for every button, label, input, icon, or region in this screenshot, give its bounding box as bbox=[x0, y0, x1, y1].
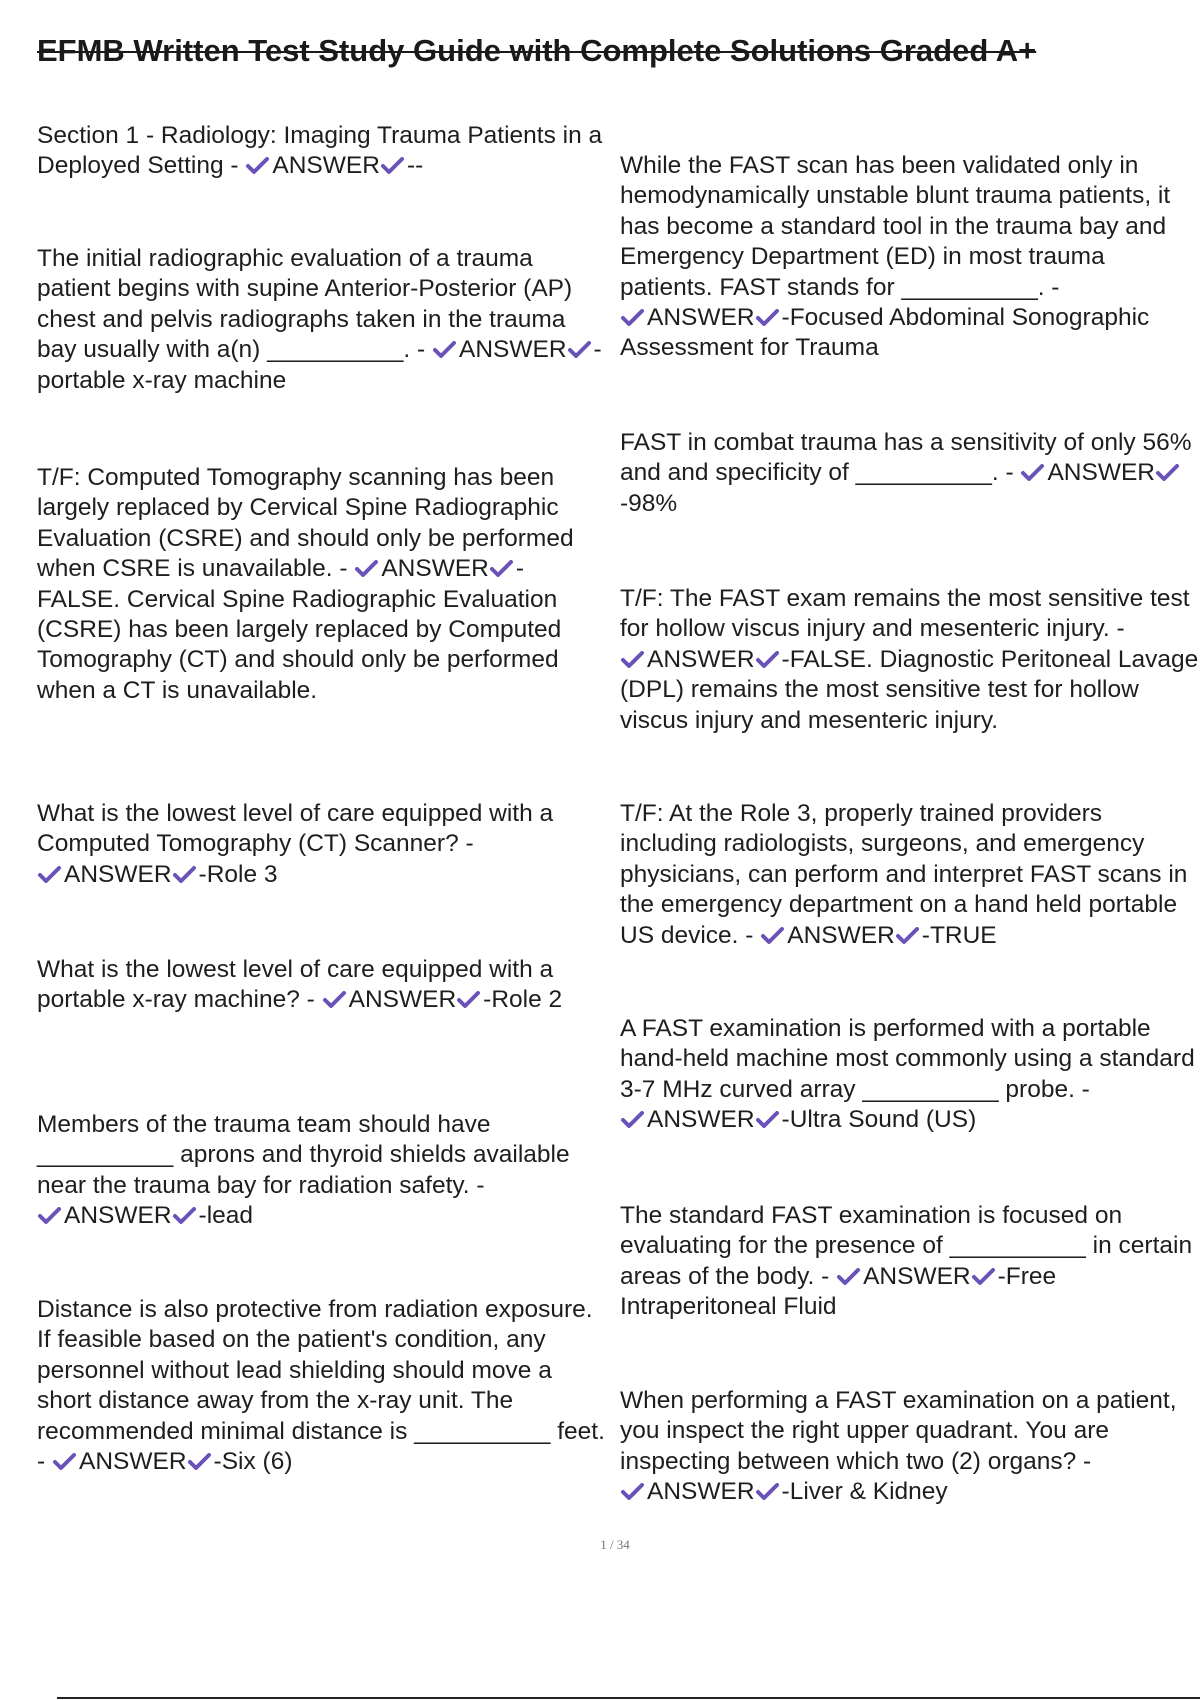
qa-item bbox=[37, 244, 607, 396]
question-text: What is the lowest level of care equipped with a Computed Tomography (CT) Scanner? - bbox=[37, 800, 554, 858]
check-icon bbox=[620, 1111, 645, 1129]
qa-item bbox=[620, 799, 1200, 951]
answer-label: ANSWER bbox=[647, 304, 755, 332]
check-icon bbox=[354, 560, 379, 578]
check-icon bbox=[489, 560, 514, 578]
qa-item bbox=[37, 1295, 607, 1477]
qa-item bbox=[37, 463, 607, 706]
question-text: The standard FAST examination is focused on evaluating for the presence of __________ in certain areas of the body. - bbox=[620, 1202, 1193, 1290]
check-icon bbox=[380, 157, 405, 175]
check-icon bbox=[836, 1268, 861, 1286]
answer-label: ANSWER bbox=[458, 336, 567, 364]
check-icon bbox=[620, 309, 645, 327]
question-text: T/F: The FAST exam remains the most sensitive test for hollow viscus injury and mesenteric injury. - bbox=[620, 585, 1190, 643]
question-text: FAST in combat trauma has a sensitivity of only 56% and and specificity of __________. - bbox=[620, 429, 1192, 487]
answer-label: ANSWER bbox=[1047, 459, 1155, 487]
qa-item bbox=[37, 121, 607, 182]
question-text: T/F: Computed Tomography scanning has been largely replaced by Cervical Spine Radiographic Evaluation (CSRE) and should only be performed when CSRE is unavailable. - bbox=[37, 464, 574, 583]
answer-label: ANSWER bbox=[381, 555, 489, 583]
check-icon bbox=[1020, 464, 1045, 482]
check-icon bbox=[432, 341, 457, 359]
check-icon bbox=[755, 1483, 780, 1501]
check-icon bbox=[187, 1453, 212, 1471]
answer-text: -Focused Abdominal Sonographic Assessment for Trauma bbox=[620, 304, 1150, 362]
question-text: T/F: At the Role 3, properly trained providers including radiologists, surgeons, and emergency physicians, can perform and interpret FAST scans in the emergency department on a hand held portable US device. - bbox=[620, 800, 1188, 949]
document-title: EFMB Written Test Study Guide with Complete Solutions Graded A+ bbox=[37, 33, 1037, 68]
answer-text: -FALSE. Cervical Spine Radiographic Evaluation (CSRE) has been largely replaced by Computed Tomography (CT) and should only be performed when a CT is unavailable. bbox=[37, 555, 562, 704]
answer-label: ANSWER bbox=[647, 1478, 755, 1506]
check-icon bbox=[52, 1453, 77, 1471]
qa-item bbox=[620, 151, 1200, 364]
answer-label: ANSWER bbox=[78, 1448, 187, 1476]
check-icon bbox=[895, 927, 920, 945]
check-icon bbox=[37, 866, 62, 884]
question-text: What is the lowest level of care equipped with a portable x-ray machine? - bbox=[37, 956, 554, 1014]
check-icon bbox=[755, 309, 780, 327]
question-text: Members of the trauma team should have __________ aprons and thyroid shields available near the trauma bay for radiation safety. - bbox=[37, 1111, 570, 1199]
answer-label: ANSWER bbox=[647, 1106, 755, 1134]
answer-label: ANSWER bbox=[272, 152, 380, 180]
qa-item bbox=[620, 428, 1200, 519]
check-icon bbox=[620, 651, 645, 669]
check-icon bbox=[755, 1111, 780, 1129]
answer-text: -Ultra Sound (US) bbox=[781, 1106, 977, 1134]
qa-item bbox=[37, 799, 607, 890]
qa-item bbox=[620, 1201, 1200, 1323]
question-text: When performing a FAST examination on a patient, you inspect the right upper quadrant. You are inspecting between which two (2) organs? - bbox=[620, 1387, 1177, 1475]
check-icon bbox=[322, 991, 347, 1009]
qa-item bbox=[620, 1386, 1200, 1508]
answer-text: -- bbox=[406, 152, 424, 180]
check-icon bbox=[245, 157, 270, 175]
question-text: A FAST examination is performed with a portable hand-held machine most commonly using a standard 3-7 MHz curved array __________ probe. - bbox=[620, 1015, 1195, 1103]
answer-label: ANSWER bbox=[787, 921, 895, 949]
answer-text: -Six (6) bbox=[213, 1448, 293, 1476]
footer-divider bbox=[57, 1697, 1200, 1699]
qa-item bbox=[620, 584, 1200, 736]
answer-label: ANSWER bbox=[348, 986, 457, 1014]
check-icon bbox=[567, 341, 592, 359]
check-icon bbox=[172, 866, 197, 884]
answer-text: -Liver & Kidney bbox=[781, 1478, 948, 1506]
check-icon bbox=[37, 1207, 62, 1225]
question-text: Section 1 - Radiology: Imaging Trauma Patients in a Deployed Setting - bbox=[37, 122, 603, 180]
answer-label: ANSWER bbox=[647, 645, 755, 673]
check-icon bbox=[971, 1268, 996, 1286]
answer-text: -lead bbox=[198, 1202, 254, 1230]
answer-text: -TRUE bbox=[921, 921, 997, 949]
check-icon bbox=[1155, 464, 1180, 482]
check-icon bbox=[172, 1207, 197, 1225]
question-text: While the FAST scan has been validated only in hemodynamically unstable blunt trauma patients, it has become a standard tool in the trauma bay and Emergency Department (ED) in most trauma patients. FAST stands for __________. - bbox=[620, 152, 1171, 301]
answer-text: -Free Intraperitoneal Fluid bbox=[620, 1262, 1057, 1321]
check-icon bbox=[456, 991, 481, 1009]
answer-label: ANSWER bbox=[64, 1202, 172, 1230]
answer-label: ANSWER bbox=[863, 1262, 971, 1290]
answer-text: -Role 2 bbox=[483, 986, 563, 1014]
answer-text: -Role 3 bbox=[198, 860, 278, 888]
qa-item bbox=[37, 1110, 607, 1232]
check-icon bbox=[620, 1483, 645, 1501]
page-number: 1 / 34 bbox=[600, 1537, 630, 1552]
qa-item bbox=[37, 955, 607, 1016]
answer-label: ANSWER bbox=[64, 860, 172, 888]
answer-text: -FALSE. Diagnostic Peritoneal Lavage (DPL) remains the most sensitive test for hollow viscus injury and mesenteric injury. bbox=[620, 645, 1199, 734]
question-text: Distance is also protective from radiation exposure. If feasible based on the patient's condition, any personnel without lead shielding should move a short distance away from the x-ray unit. The recommended minimal distance is __________ feet. - bbox=[37, 1296, 605, 1476]
question-text: The initial radiographic evaluation of a trauma patient begins with supine Anterior-Posterior (AP) chest and pelvis radiographs taken in the trauma bay usually with a(n) __________. - bbox=[37, 245, 573, 364]
qa-item bbox=[620, 1014, 1200, 1136]
check-icon bbox=[760, 927, 785, 945]
answer-text: -portable x-ray machine bbox=[37, 336, 602, 394]
check-icon bbox=[755, 651, 780, 669]
answer-text: -98% bbox=[620, 489, 678, 517]
